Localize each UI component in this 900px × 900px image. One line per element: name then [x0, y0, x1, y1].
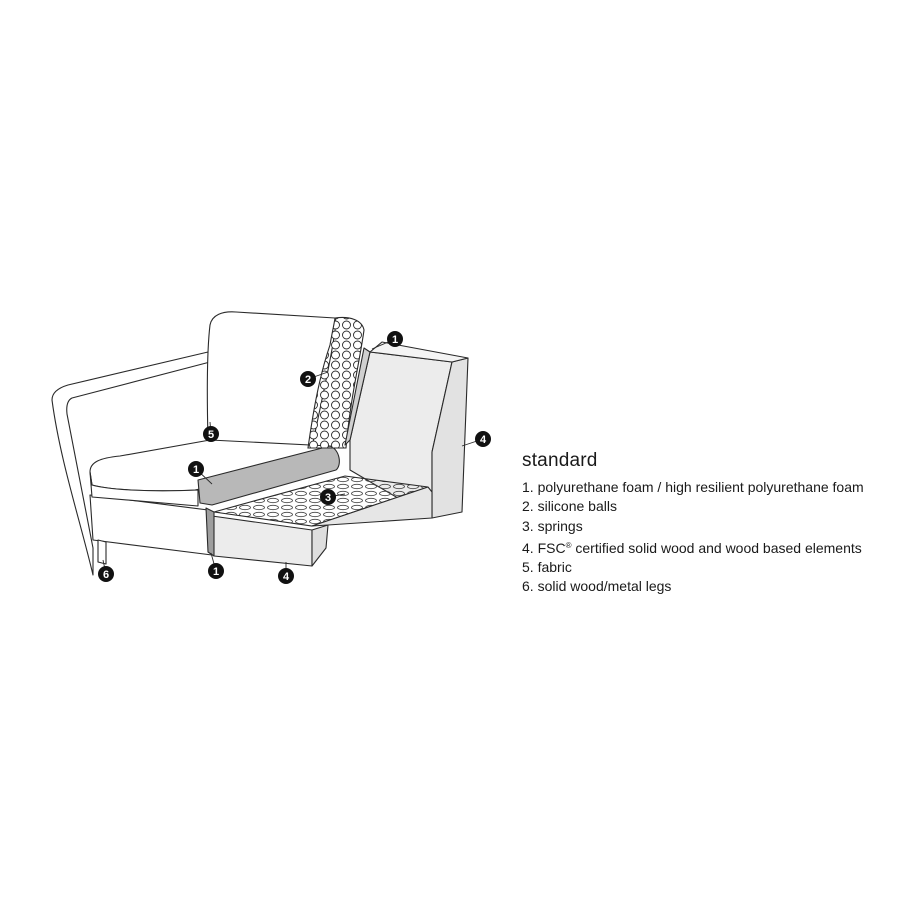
legend-item — [522, 517, 892, 536]
legend-item-number: 4. — [522, 539, 534, 556]
legend-item-text: silicone balls — [537, 498, 617, 515]
legend-title: standard — [522, 450, 598, 471]
legend-item-text: springs — [537, 517, 583, 534]
callout-number: 5 — [207, 429, 215, 441]
legend-item-text: solid wood/metal legs — [537, 578, 672, 595]
legend-item-text: certified solid wood and wood based elements — [571, 539, 862, 556]
seat-frame-side — [312, 525, 328, 566]
legend-item-number: 3. — [522, 517, 534, 534]
registered-mark: ® — [565, 540, 572, 550]
legend-item-text: polyurethane foam / high resilient polyurethane foam — [537, 479, 864, 495]
callout-number: 3 — [324, 492, 332, 504]
legend-item-text-prefix: FSC — [537, 539, 566, 556]
legend-list — [522, 478, 892, 597]
leg — [98, 540, 106, 564]
legend-item-number: 2. — [522, 498, 534, 515]
legend-item — [522, 497, 892, 516]
legend-item — [522, 478, 892, 497]
callout-number: 2 — [304, 374, 312, 386]
callout-number: 1 — [212, 566, 220, 578]
callout-number: 1 — [391, 334, 399, 346]
callout-number: 1 — [192, 464, 200, 476]
legend-item — [522, 577, 892, 596]
callout-number: 6 — [102, 569, 110, 581]
legend-item-number: 1. — [522, 479, 534, 495]
legend-item — [522, 558, 892, 577]
legend-item — [522, 536, 892, 558]
legend — [522, 450, 892, 597]
callout-number: 4 — [479, 434, 487, 446]
legend-item-number: 5. — [522, 559, 534, 576]
legend-item-number: 6. — [522, 578, 534, 595]
legend-item-text: fabric — [537, 559, 572, 576]
callout-number: 4 — [282, 571, 290, 583]
